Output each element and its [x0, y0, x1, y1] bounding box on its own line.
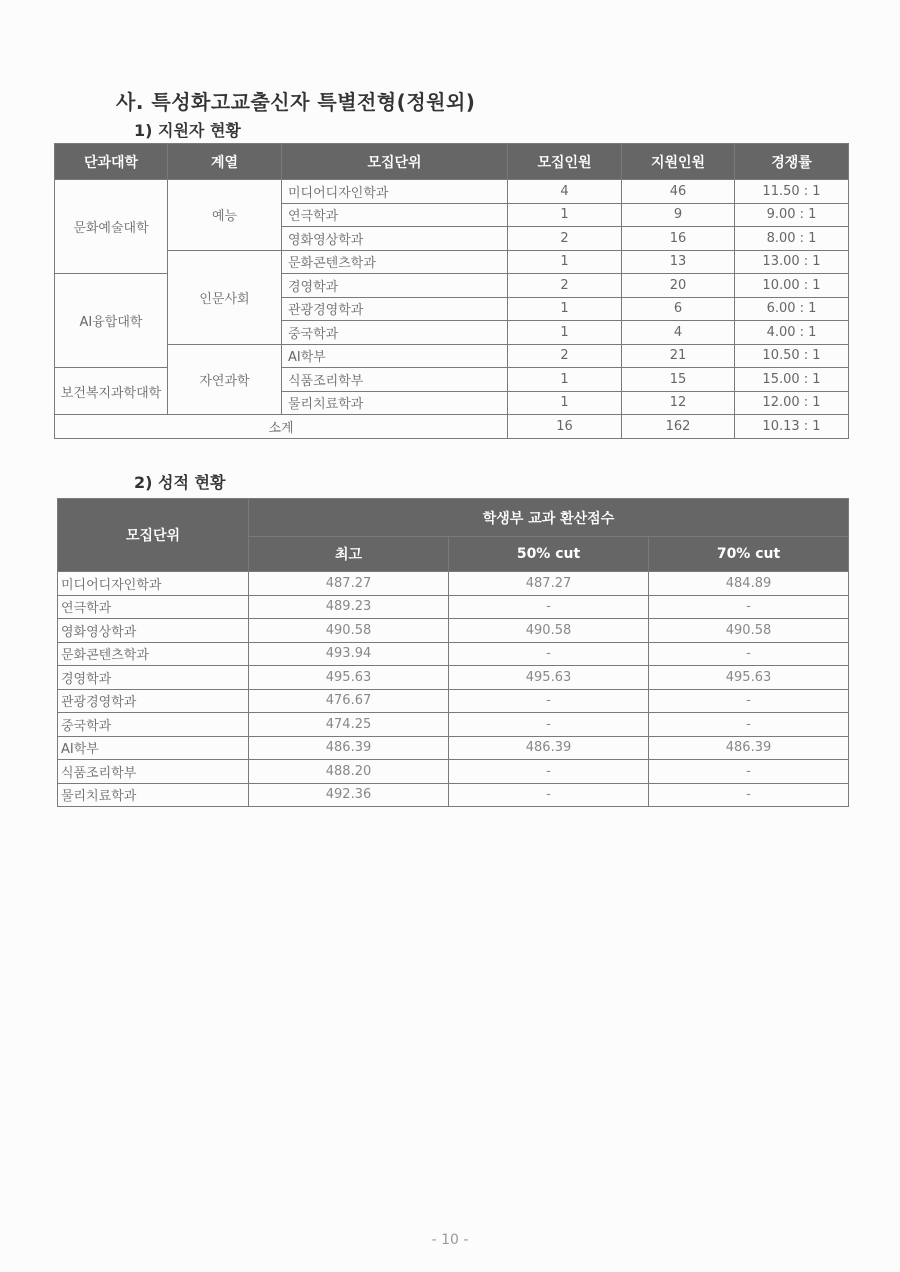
unit-cell: 연극학과: [282, 203, 508, 227]
applicants-cell: 13: [622, 250, 735, 274]
unit-cell: 물리치료학과: [58, 783, 249, 807]
header-cut70: 70% cut: [649, 537, 849, 572]
field-cell: 예능: [168, 180, 282, 251]
unit-cell: 중국학과: [58, 713, 249, 737]
college-cell: AI융합대학: [55, 274, 168, 368]
cut50-cell: -: [449, 642, 649, 666]
unit-cell: 영화영상학과: [282, 227, 508, 251]
total-label: 소계: [55, 415, 508, 439]
quota-cell: 1: [508, 391, 622, 415]
cut70-cell: 484.89: [649, 572, 849, 596]
applicants-cell: 15: [622, 368, 735, 392]
unit-cell: 식품조리학부: [58, 760, 249, 784]
cut50-cell: -: [449, 689, 649, 713]
cut70-cell: 486.39: [649, 736, 849, 760]
quota-cell: 1: [508, 203, 622, 227]
quota-cell: 4: [508, 180, 622, 204]
section-heading: 사. 특성화고교출신자 특별전형(정원외): [116, 90, 476, 114]
cut70-cell: 495.63: [649, 666, 849, 690]
unit-cell: 경영학과: [58, 666, 249, 690]
ratio-cell: 12.00 : 1: [735, 391, 849, 415]
cut70-cell: 490.58: [649, 619, 849, 643]
unit-cell: 식품조리학부: [282, 368, 508, 392]
cut70-cell: -: [649, 642, 849, 666]
table-header-row: [55, 144, 849, 180]
ratio-cell: 11.50 : 1: [735, 180, 849, 204]
total-ratio: 10.13 : 1: [735, 415, 849, 439]
applicants-table: [54, 143, 849, 439]
table-row: [58, 689, 849, 713]
header-score-group: 학생부 교과 환산점수: [249, 499, 849, 537]
cut50-cell: -: [449, 783, 649, 807]
cut70-cell: -: [649, 783, 849, 807]
ratio-cell: 6.00 : 1: [735, 297, 849, 321]
field-cell: 인문사회: [168, 250, 282, 344]
applicants-subtitle: 1) 지원자 현황: [134, 121, 241, 140]
header-unit: 모집단위: [282, 144, 508, 180]
cut70-cell: -: [649, 713, 849, 737]
table-row: [58, 572, 849, 596]
cut50-cell: 487.27: [449, 572, 649, 596]
cut50-cell: 486.39: [449, 736, 649, 760]
cut50-cell: 495.63: [449, 666, 649, 690]
quota-cell: 1: [508, 297, 622, 321]
total-row: [55, 415, 849, 439]
cut50-cell: 490.58: [449, 619, 649, 643]
max-cell: 474.25: [249, 713, 449, 737]
applicants-cell: 4: [622, 321, 735, 345]
unit-cell: 물리치료학과: [282, 391, 508, 415]
header-field: 계열: [168, 144, 282, 180]
total-applicants: 162: [622, 415, 735, 439]
applicants-cell: 21: [622, 344, 735, 368]
college-cell: 문화예술대학: [55, 180, 168, 274]
total-quota: 16: [508, 415, 622, 439]
cut70-cell: -: [649, 689, 849, 713]
field-cell: 자연과학: [168, 344, 282, 415]
table-row: [55, 180, 849, 204]
college-cell: 보건복지과학대학: [55, 368, 168, 415]
ratio-cell: 4.00 : 1: [735, 321, 849, 345]
max-cell: 488.20: [249, 760, 449, 784]
table-header-row: [58, 499, 849, 537]
cut50-cell: -: [449, 595, 649, 619]
table-row: [58, 666, 849, 690]
table-row: [58, 642, 849, 666]
unit-cell: 문화콘텐츠학과: [282, 250, 508, 274]
table-row: [58, 783, 849, 807]
cut50-cell: -: [449, 760, 649, 784]
ratio-cell: 10.00 : 1: [735, 274, 849, 298]
max-cell: 486.39: [249, 736, 449, 760]
quota-cell: 2: [508, 227, 622, 251]
quota-cell: 1: [508, 368, 622, 392]
header-applicants: 지원인원: [622, 144, 735, 180]
header-ratio: 경쟁률: [735, 144, 849, 180]
table-row: [58, 619, 849, 643]
unit-cell: 미디어디자인학과: [282, 180, 508, 204]
scores-table: [57, 498, 849, 807]
cut70-cell: -: [649, 760, 849, 784]
quota-cell: 2: [508, 274, 622, 298]
header-quota: 모집인원: [508, 144, 622, 180]
table-row: [58, 713, 849, 737]
cut50-cell: -: [449, 713, 649, 737]
max-cell: 487.27: [249, 572, 449, 596]
unit-cell: 미디어디자인학과: [58, 572, 249, 596]
ratio-cell: 10.50 : 1: [735, 344, 849, 368]
max-cell: 489.23: [249, 595, 449, 619]
ratio-cell: 13.00 : 1: [735, 250, 849, 274]
header-college: 단과대학: [55, 144, 168, 180]
page-number: - 10 -: [431, 1232, 469, 1248]
quota-cell: 1: [508, 250, 622, 274]
unit-cell: 관광경영학과: [58, 689, 249, 713]
applicants-cell: 46: [622, 180, 735, 204]
unit-cell: 중국학과: [282, 321, 508, 345]
unit-cell: 영화영상학과: [58, 619, 249, 643]
header-unit: 모집단위: [58, 499, 249, 572]
max-cell: 490.58: [249, 619, 449, 643]
max-cell: 495.63: [249, 666, 449, 690]
ratio-cell: 9.00 : 1: [735, 203, 849, 227]
max-cell: 493.94: [249, 642, 449, 666]
unit-cell: 문화콘텐츠학과: [58, 642, 249, 666]
unit-cell: AI학부: [282, 344, 508, 368]
unit-cell: 연극학과: [58, 595, 249, 619]
ratio-cell: 8.00 : 1: [735, 227, 849, 251]
applicants-cell: 6: [622, 297, 735, 321]
table-row: [58, 760, 849, 784]
max-cell: 476.67: [249, 689, 449, 713]
applicants-cell: 12: [622, 391, 735, 415]
scores-subtitle: 2) 성적 현황: [134, 473, 226, 492]
table-row: [55, 250, 849, 274]
table-row: [58, 595, 849, 619]
applicants-cell: 16: [622, 227, 735, 251]
unit-cell: AI학부: [58, 736, 249, 760]
unit-cell: 관광경영학과: [282, 297, 508, 321]
header-max: 최고: [249, 537, 449, 572]
quota-cell: 1: [508, 321, 622, 345]
applicants-cell: 20: [622, 274, 735, 298]
header-cut50: 50% cut: [449, 537, 649, 572]
ratio-cell: 15.00 : 1: [735, 368, 849, 392]
max-cell: 492.36: [249, 783, 449, 807]
quota-cell: 2: [508, 344, 622, 368]
table-row: [58, 736, 849, 760]
cut70-cell: -: [649, 595, 849, 619]
applicants-cell: 9: [622, 203, 735, 227]
unit-cell: 경영학과: [282, 274, 508, 298]
table-row: [55, 344, 849, 368]
